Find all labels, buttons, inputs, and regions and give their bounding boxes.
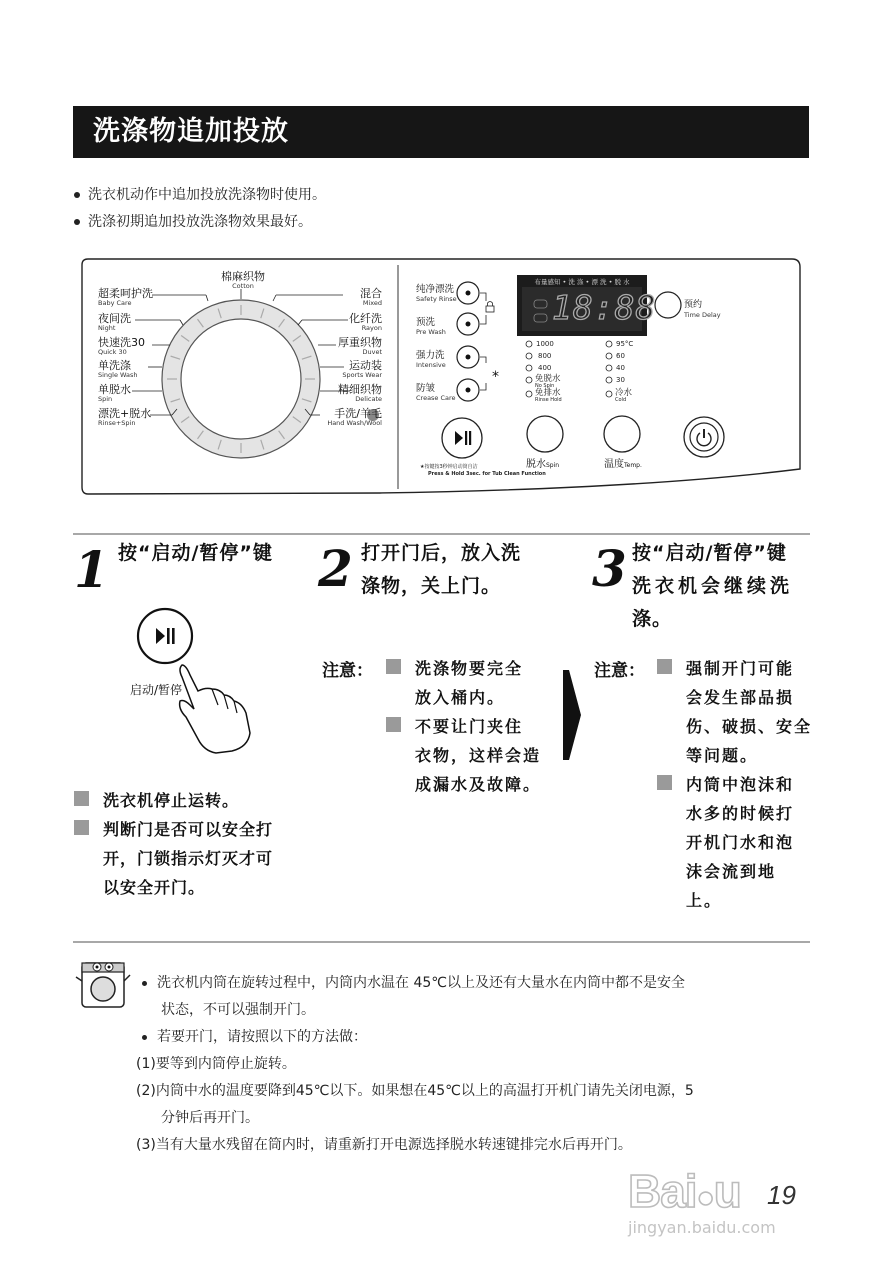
temp-button-label: 温度Temp. [604,459,642,470]
note-label: 注意： [322,661,373,681]
dial-label: 漂洗+脱水 Rinse+Spin [98,407,152,427]
watermark-logo: Bai●u [628,1165,741,1217]
control-panel-illustration [80,257,802,497]
dial-label: 混合 Mixed [360,287,382,307]
note-square-icon [74,791,89,806]
footer-notes: 洗衣机内筒在旋转过程中，内筒内水温在 45℃以上及还有大量水在内筒中都不是安全 状态，不可以强制开门。 若要开门，请按照以下的方法做： (1)要等到内筒停止旋转。 (2)内筒中水的温度要降到45℃以下。如果想在45℃以上的高温打开机门请先关闭电源，5 分钟后再开门。 (3)当有大量水残留在筒内时，请重新打开电源选择脱水转速键排完水后再开门。 [136,975,694,1153]
note-square-icon [657,775,672,790]
dial-label: 快速洗30 Quick 30 [98,336,145,356]
bullet-item: 洗衣机动作中追加投放洗涤物时使用。 [74,184,326,204]
dial-label: 厚重织物 Duvet [338,336,382,356]
step3-notes: 强制开门可能 会发生部品损 伤、破损、安全 等问题。 内筒中泡沫和 水多的时候打 开机门水和泡 沫会流到地 上。 [657,654,812,915]
note-square-icon [74,820,89,835]
spin-option: 免排水 Rinse Hold [535,388,562,403]
step-text: 打开门后，放入洗 涤物，关上门。 [361,542,522,597]
display-time: 18:88 [552,288,657,327]
bullet-dot-icon [74,219,80,225]
temp-option: 95°C [616,340,634,348]
option-label-safety-rinse: 纯净漂洗 Safety Rinse [416,284,457,303]
step-text: 按“启动/暂停”键 [118,542,273,564]
dial-label: 单洗涤 Single Wash [98,359,138,379]
divider [73,533,810,535]
spin-option: 800 [538,352,552,360]
spin-option: 400 [538,364,552,372]
spin-button-label: 脱水Spin [526,459,560,470]
step-number: 3 [592,539,627,598]
bullet-dot-icon [142,1035,147,1040]
temp-option: 冷水 Cold [615,388,633,403]
step1-notes: 洗衣机停止运转。 判断门是否可以安全打 开，门锁指示灯灭才可 以安全开门。 [74,786,273,902]
step2-notes: 洗涤物要完全 放入桶内。 不要让门夹住 衣物，这样会造 成漏水及故障。 [386,654,541,799]
note-square-icon [386,659,401,674]
spin-option: 免脱水 No Spin [535,374,561,389]
step-text: 按“启动/暂停”键 洗衣机会继续洗 涤。 [632,542,794,630]
option-label-intensive: 强力洗 Intensive [416,350,446,369]
note-item: 洗衣机停止运转。 [74,786,273,815]
washer-mascot-icon [72,953,134,1011]
note-label: 注意： [594,661,645,681]
watermark-url: jingyan.baidu.com [628,1218,776,1237]
bullet-dot-icon [74,192,80,198]
bullet-dot-icon [142,981,147,986]
dial-label: 化纤洗 Rayon [349,312,382,332]
dial-label: 运动装 Sports Wear [342,359,382,379]
note-square-icon [657,659,672,674]
next-arrow-icon [561,670,583,760]
temp-option: 60 [616,352,625,360]
step-number: 1 [74,540,109,599]
page-number: 19 [767,1180,796,1210]
dial-label: 手洗/羊毛 Hand Wash/Wool [327,407,382,427]
start-pause-button-illustration [120,605,260,755]
option-label-pre-wash: 预洗 Pre Wash [416,317,446,336]
bullet-item: 洗涤初期追加投放洗涤物效果最好。 [74,211,312,231]
dial-label: 单脱水 Spin [98,383,131,403]
note-square-icon [386,717,401,732]
temp-option: 40 [616,364,625,372]
spin-option: 1000 [536,340,554,348]
dial-label: 精细织物 Delicate [338,383,382,403]
dial-label-cotton: 棉麻织物 Cotton [221,270,265,290]
page-title: 洗涤物追加投放 [73,106,809,158]
tub-clean-note: ★按键按3秒钟启动筒自洁 Press & Hold 3sec. for Tub Clean Function [420,464,546,477]
step-number: 2 [318,539,353,598]
time-delay-label: 预约 Time Delay [684,300,721,319]
start-pause-label: 启动/暂停 [130,683,183,697]
option-label-crease-care: 防皱 Crease Care [416,383,456,402]
svg-text:*: * [492,369,499,385]
temp-option: 30 [616,376,625,384]
divider [73,941,810,943]
display-header: 布量感知 • 洗 涤 • 漂 洗 • 脱 水 [534,278,630,286]
dial-label: 超柔呵护洗 Baby Care [98,287,153,307]
note-item: 判断门是否可以安全打 [74,815,273,844]
dial-label: 夜间洗 Night [98,312,131,332]
